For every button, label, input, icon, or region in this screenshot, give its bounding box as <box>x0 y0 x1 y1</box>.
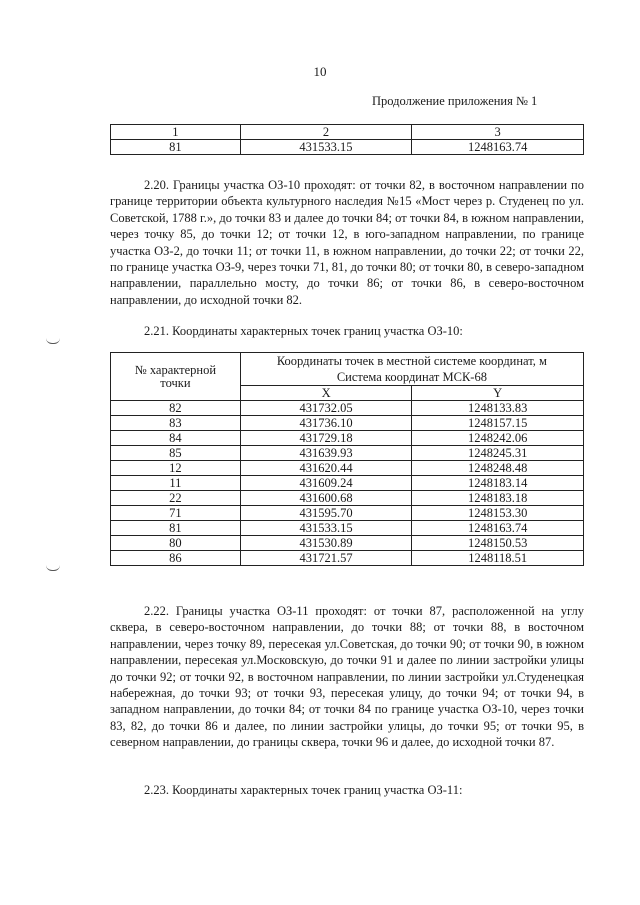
x-cell: 431639.93 <box>240 446 412 461</box>
x-header: X <box>240 386 412 401</box>
point-cell: 85 <box>111 446 241 461</box>
point-cell: 84 <box>111 431 241 446</box>
y-cell: 1248248.48 <box>412 461 584 476</box>
continuation-note: Продолжение приложения № 1 <box>372 94 538 108</box>
point-number-header: № характерной точки <box>111 353 241 401</box>
y-cell: 1248133.83 <box>412 401 584 416</box>
table-row <box>111 491 584 506</box>
point-cell: 11 <box>111 476 241 491</box>
header-cell: 3 <box>412 125 584 140</box>
y-cell: 1248242.06 <box>412 431 584 446</box>
page-number: 10 <box>313 64 327 79</box>
section-2-22-text: 2.22. Границы участка ОЗ-11 проходят: от точки 87, расположенной на углу сквера, в северо-восточном направлении, до точки 88; от точки 88, в восточном направлении, через точку 89, пересекая ул.Советская, до точки 90; от точки 90, в южном направлении, пересекая ул.Московскую, до точки 91 и далее по линии застройки улицы до точки 92; от точки 92, в восточном направлении, по линии застройки ул.Студенецкая набережная, до точки 93; от точки 93, пересекая улицу, до точки 94; от точки 94, в западном направлении, до точки 84; от точки 84 по границе участка ОЗ-10, через точки 83, 82, до точки 86 и далее, по линии застройки улицы, до точки 95; от точки 95, в северном направлении, до границы сквера, точки 96 и далее, до исходной точки 87. <box>110 604 584 750</box>
table-row <box>111 431 584 446</box>
coordinates-table-oz10 <box>110 352 584 566</box>
x-cell: 431530.89 <box>240 536 412 551</box>
table-row <box>111 521 584 536</box>
continued-coordinates-table <box>110 124 584 155</box>
y-cell: 1248183.14 <box>412 476 584 491</box>
section-2-21-heading: 2.21. Координаты характерных точек границ участка ОЗ-10: <box>144 324 463 338</box>
point-cell: 80 <box>111 536 241 551</box>
y-cell: 1248118.51 <box>412 551 584 566</box>
scan-mark <box>46 565 60 571</box>
y-cell: 1248150.53 <box>412 536 584 551</box>
table-row <box>111 140 584 155</box>
x-cell: 431609.24 <box>240 476 412 491</box>
x-cell: 431736.10 <box>240 416 412 431</box>
point-cell: 22 <box>111 491 241 506</box>
point-cell: 81 <box>111 521 241 536</box>
x-cell: 431721.57 <box>240 551 412 566</box>
point-cell: 12 <box>111 461 241 476</box>
x-cell: 431600.68 <box>240 491 412 506</box>
header-cell: 1 <box>111 125 241 140</box>
table-header-row <box>111 353 584 386</box>
x-cell: 431620.44 <box>240 461 412 476</box>
header-cell: 2 <box>240 125 412 140</box>
y-cell: 1248183.18 <box>412 491 584 506</box>
section-2-20-text: 2.20. Границы участка ОЗ-10 проходят: от точки 82, в восточном направлении по границе территории объекта культурного наследия №15 «Мост через р. Студенец по ул. Советской, 1788 г.», до точки 83 и далее до точки 84; от точки 84, в южном направлении, через точку 85, до точки 12; от точки 12, в юго-западном направлении, по границе участка ОЗ-2, до точки 11; от точки 11, в южном направлении, до точки 22; от точки 22, по границе участка ОЗ-9, через точки 71, 81, до точки 80; от точки 80, в северо-западном направлении, параллельно мосту, до точки 86; от точки 86, в северо-восточном направлении, до исходной точки 82. <box>110 178 584 307</box>
x-cell: 431533.15 <box>240 521 412 536</box>
table-header-row <box>111 125 584 140</box>
y-cell: 1248153.30 <box>412 506 584 521</box>
table-row <box>111 476 584 491</box>
table-row <box>111 551 584 566</box>
scan-mark <box>46 338 60 344</box>
x-cell: 431595.70 <box>240 506 412 521</box>
y-cell: 1248157.15 <box>412 416 584 431</box>
point-cell: 81 <box>111 140 241 155</box>
table-row <box>111 416 584 431</box>
table-row <box>111 446 584 461</box>
x-cell: 431729.18 <box>240 431 412 446</box>
y-cell: 1248245.31 <box>412 446 584 461</box>
y-cell: 1248163.74 <box>412 521 584 536</box>
y-cell: 1248163.74 <box>412 140 584 155</box>
section-2-23-heading: 2.23. Координаты характерных точек границ участка ОЗ-11: <box>144 783 463 797</box>
coordinates-header: Координаты точек в местной системе координат, м Система координат МСК-68 <box>240 353 583 386</box>
table-row <box>111 461 584 476</box>
point-cell: 82 <box>111 401 241 416</box>
table-row <box>111 401 584 416</box>
table-row <box>111 506 584 521</box>
y-header: Y <box>412 386 584 401</box>
x-cell: 431533.15 <box>240 140 412 155</box>
point-cell: 71 <box>111 506 241 521</box>
point-cell: 86 <box>111 551 241 566</box>
point-cell: 83 <box>111 416 241 431</box>
table-row <box>111 536 584 551</box>
x-cell: 431732.05 <box>240 401 412 416</box>
